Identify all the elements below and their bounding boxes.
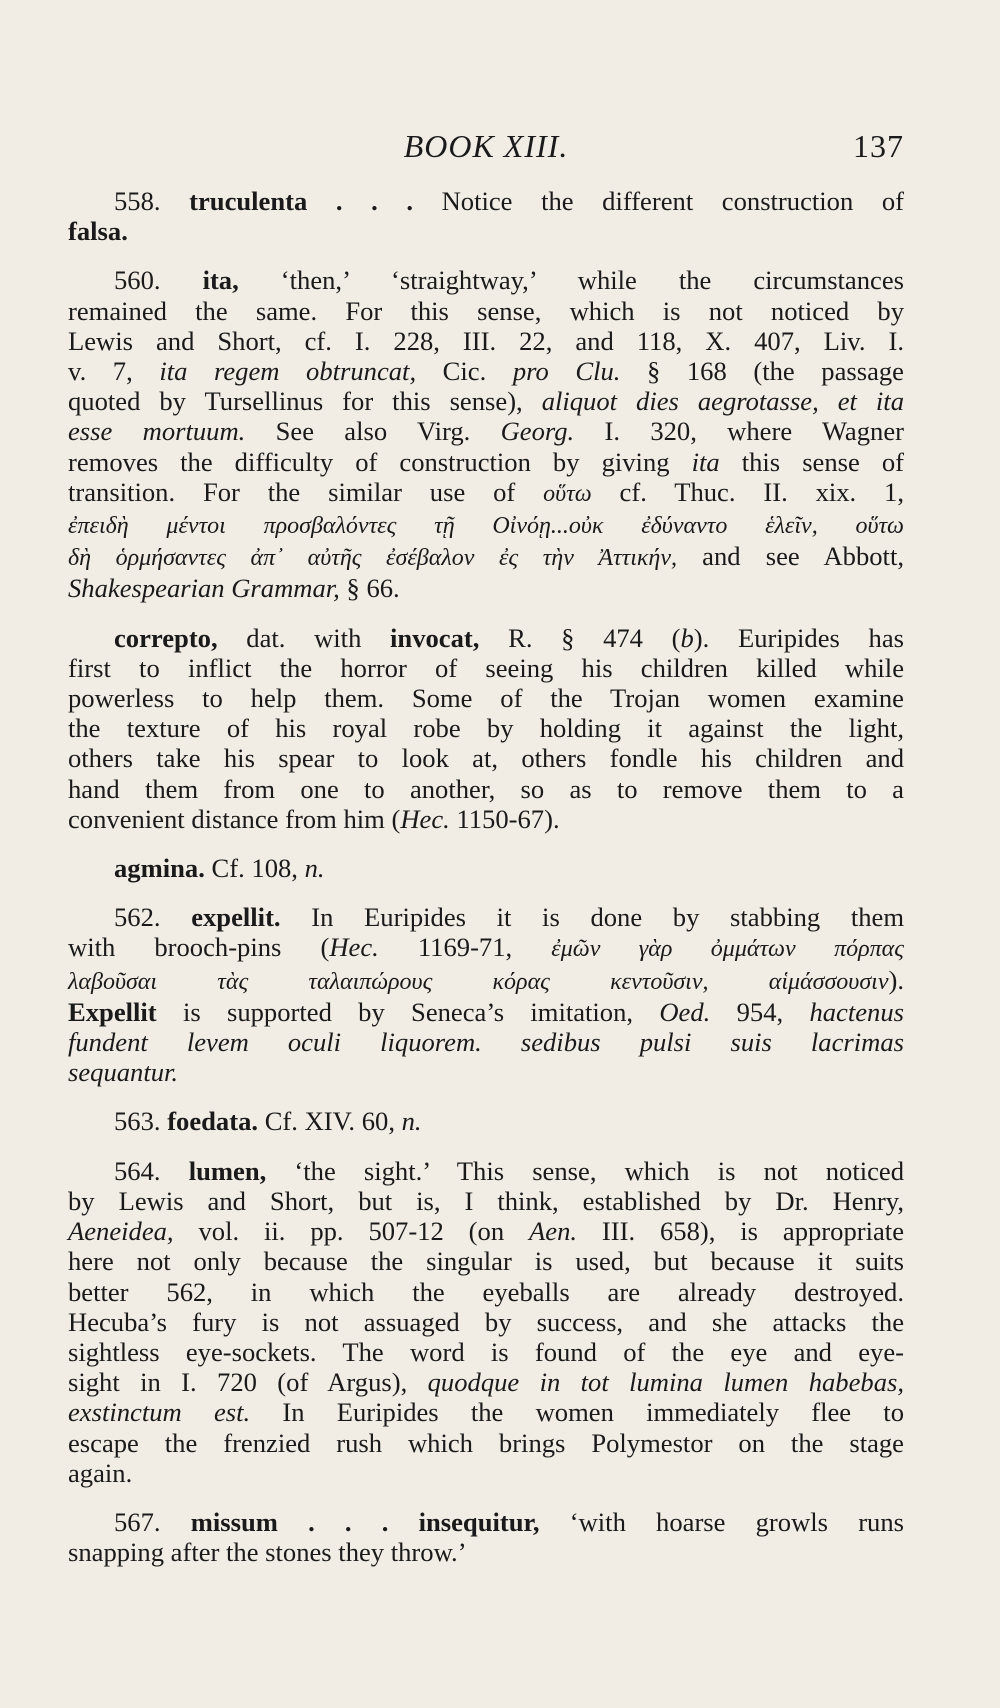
text-run: better 562, in which the eyeballs are already destroyed. [68, 1276, 904, 1307]
text-run: snapping after the stones they throw.’ [68, 1537, 467, 1568]
italic-citation: Aeneidea, [68, 1216, 174, 1247]
italic-citation: pro Clu. [512, 356, 621, 387]
italic-citation: Shakespearian Grammar, [68, 573, 340, 604]
text-line [68, 1186, 904, 1216]
commentary-entry [68, 623, 904, 834]
text-run: the texture of his royal robe by holding it against the light, [68, 713, 904, 744]
greek-quotation: ἐπειδὴ μέντοι προσβαλόντες τῇ Οἰνόῃ...οὐκ ἐδύναντο ἑλεῖν, οὕτω [68, 513, 904, 540]
commentary-entry [68, 1106, 904, 1136]
text-run: Cic. [416, 356, 513, 387]
greek-quotation: οὕτω [543, 480, 592, 507]
italic-citation: fundent levem oculi liquorem. sedibus pulsi suis lacrimas [68, 1027, 904, 1058]
text-run: In Euripides the women immediately flee to [250, 1397, 904, 1428]
lemma: truculenta . . . [189, 186, 414, 216]
text-line [68, 1307, 904, 1337]
greek-quotation: ἐμῶν γὰρ ὀμμάτων πόρπας [551, 936, 904, 963]
text-run: transition. For the similar use of [68, 476, 544, 507]
text-line [68, 623, 904, 653]
text-run: v. 7, [68, 356, 160, 387]
text-line [68, 653, 904, 683]
text-run: this sense of [719, 446, 905, 477]
text-line [68, 1337, 904, 1367]
text-line [68, 804, 904, 834]
text-run: In Euripides it is done by stabbing them [280, 902, 905, 933]
text-run: I. 320, where Wagner [574, 416, 904, 447]
text-run: here not only because the singular is used, but because it suits [68, 1246, 904, 1277]
text-run: III. 658), is appropriate [577, 1216, 905, 1247]
text-line [68, 447, 904, 477]
commentary-entry [68, 902, 904, 1087]
text-run: powerless to help them. Some of the Trojan women examine [68, 683, 904, 714]
text-run: § 168 (the passage [620, 356, 904, 387]
italic-citation: hactenus [809, 996, 904, 1027]
text-line [68, 1156, 904, 1186]
text-run: ‘with hoarse growls runs [539, 1506, 905, 1537]
text-run: 563. [114, 1106, 168, 1137]
text-line [68, 1106, 904, 1136]
running-head [68, 128, 904, 172]
text-line [68, 743, 904, 773]
commentary-body [68, 186, 904, 1567]
text-run: 564. [114, 1155, 189, 1186]
italic-citation: ita regem obtruncat, [159, 356, 417, 387]
text-run: Lewis and Short, cf. I. 228, III. 22, and 118, X. 407, Liv. I. [68, 325, 904, 356]
text-line [68, 1428, 904, 1458]
text-run: ‘the sight.’ This sense, which is not noticed [266, 1155, 905, 1186]
text-run: escape the frenzied rush which brings Polymestor on the stage [68, 1427, 904, 1458]
text-line [68, 1216, 904, 1246]
text-run: others take his spear to look at, others fondle his children and [68, 743, 904, 774]
text-line [68, 1057, 904, 1087]
lemma: expellit. [191, 902, 281, 933]
text-run: Hecuba’s fury is not assuaged by success, and she attacks the [68, 1306, 904, 1337]
lemma: lumen, [188, 1155, 267, 1186]
commentary-entry [68, 853, 904, 883]
text-line [68, 1458, 904, 1488]
lemma: ita, [202, 265, 239, 296]
text-line [68, 1246, 904, 1276]
text-run: by Lewis and Short, but is, I think, established by Dr. Henry, [68, 1185, 904, 1216]
text-line [68, 1507, 904, 1537]
commentary-entry [68, 1156, 904, 1488]
italic-citation: ita [691, 446, 720, 477]
lemma: invocat, [390, 622, 480, 653]
text-run: 567. [114, 1506, 191, 1537]
text-run: 562. [114, 902, 192, 933]
text-run: R. § 474 ( [479, 622, 681, 653]
text-run: Notice the different construction of [413, 186, 904, 216]
text-line [68, 774, 904, 804]
text-run: 558. [114, 186, 190, 216]
greek-quotation: λαβοῦσαι τὰς ταλαιπώρους κόρας κεντοῦσιν, αἱμάσσουσιν [68, 968, 889, 995]
text-run: vol. ii. pp. 507-12 (on [173, 1216, 530, 1247]
text-run: Cf. 108, [204, 853, 305, 884]
text-line [68, 416, 904, 446]
text-line [68, 683, 904, 713]
text-line [68, 1397, 904, 1427]
text-run: convenient distance from him ( [68, 803, 401, 834]
lemma: agmina. [114, 853, 205, 884]
text-run: quoted by Tursellinus for this sense), [68, 386, 542, 417]
text-line [68, 296, 904, 326]
italic-citation: Aen. [529, 1216, 578, 1247]
text-line [68, 902, 904, 932]
text-line [68, 356, 904, 386]
text-run: 560. [114, 265, 203, 296]
text-line [68, 1537, 904, 1567]
text-line [68, 186, 904, 216]
text-run: § 66. [339, 573, 400, 604]
text-line [68, 265, 904, 295]
italic-citation: exstinctum est. [68, 1397, 251, 1428]
lemma: correpto, [114, 622, 218, 653]
text-run: ‘then,’ ‘straightway,’ while the circumstances [238, 265, 904, 296]
text-run: dat. with [217, 622, 391, 653]
text-run: removes the difficulty of construction by giving [68, 446, 692, 477]
italic-citation: Oed. [659, 996, 711, 1027]
text-line [68, 541, 904, 573]
text-run: See also Virg. [245, 416, 501, 447]
italic-citation: quodque in tot lumina lumen habebas, [427, 1367, 904, 1398]
text-line [68, 1027, 904, 1057]
text-line [68, 386, 904, 416]
text-run: remained the same. For this sense, which is not noticed by [68, 295, 904, 326]
text-line [68, 713, 904, 743]
italic-citation: n. [401, 1106, 422, 1137]
text-line [68, 509, 904, 541]
text-run: 1150-67). [449, 803, 560, 834]
lemma: falsa. [68, 216, 128, 247]
lemma: foedata. [167, 1106, 259, 1137]
italic-citation: n. [304, 853, 325, 884]
greek-quotation: δὴ ὁρμήσαντες ἀπ᾽ αὐτῆς ἐσέβαλον ἐς τὴν Ἀττικήν, [68, 545, 677, 572]
text-run: cf. Thuc. II. xix. 1, [591, 476, 905, 507]
italic-citation: esse mortuum. [68, 416, 246, 447]
italic-citation: b [680, 622, 694, 653]
italic-citation: aliquot dies aegrotasse, et ita [541, 386, 904, 417]
text-line [68, 853, 904, 883]
text-run: ). Euripides has [693, 622, 904, 653]
book-title: BOOK XIII. [403, 128, 569, 164]
text-run: 1169-71, [378, 932, 552, 963]
text-line [68, 997, 904, 1027]
text-run: 954, [710, 996, 810, 1027]
text-line [68, 1277, 904, 1307]
text-line [68, 573, 904, 603]
text-run: and see Abbott, [676, 541, 904, 572]
text-line [68, 932, 904, 964]
text-run: hand them from one to another, so as to remove them to a [68, 773, 904, 804]
page-number: 137 [853, 128, 904, 164]
text-line [68, 1367, 904, 1397]
text-run: ). [888, 964, 904, 995]
text-run: first to inflict the horror of seeing his children killed while [68, 652, 904, 683]
lemma: missum . . . insequitur, [190, 1506, 540, 1537]
italic-citation: sequantur. [68, 1057, 179, 1088]
text-run: with brooch-pins ( [68, 932, 330, 963]
lemma: Expellit [68, 996, 157, 1027]
commentary-entry [68, 1507, 904, 1567]
text-run: sightless eye-sockets. The word is found of the eye and eye- [68, 1336, 904, 1367]
italic-citation: Hec. [329, 932, 379, 963]
text-run: sight in I. 720 (of Argus), [68, 1367, 428, 1398]
text-line [68, 477, 904, 509]
text-line [68, 965, 904, 997]
text-line [68, 326, 904, 356]
italic-citation: Georg. [500, 416, 575, 447]
commentary-entry [68, 265, 904, 603]
text-run: Cf. XIV. 60, [258, 1106, 402, 1137]
text-line [68, 216, 904, 246]
text-run: is supported by Seneca’s imitation, [156, 996, 660, 1027]
text-run: again. [68, 1457, 133, 1488]
commentary-entry [68, 186, 904, 246]
italic-citation: Hec. [400, 803, 450, 834]
